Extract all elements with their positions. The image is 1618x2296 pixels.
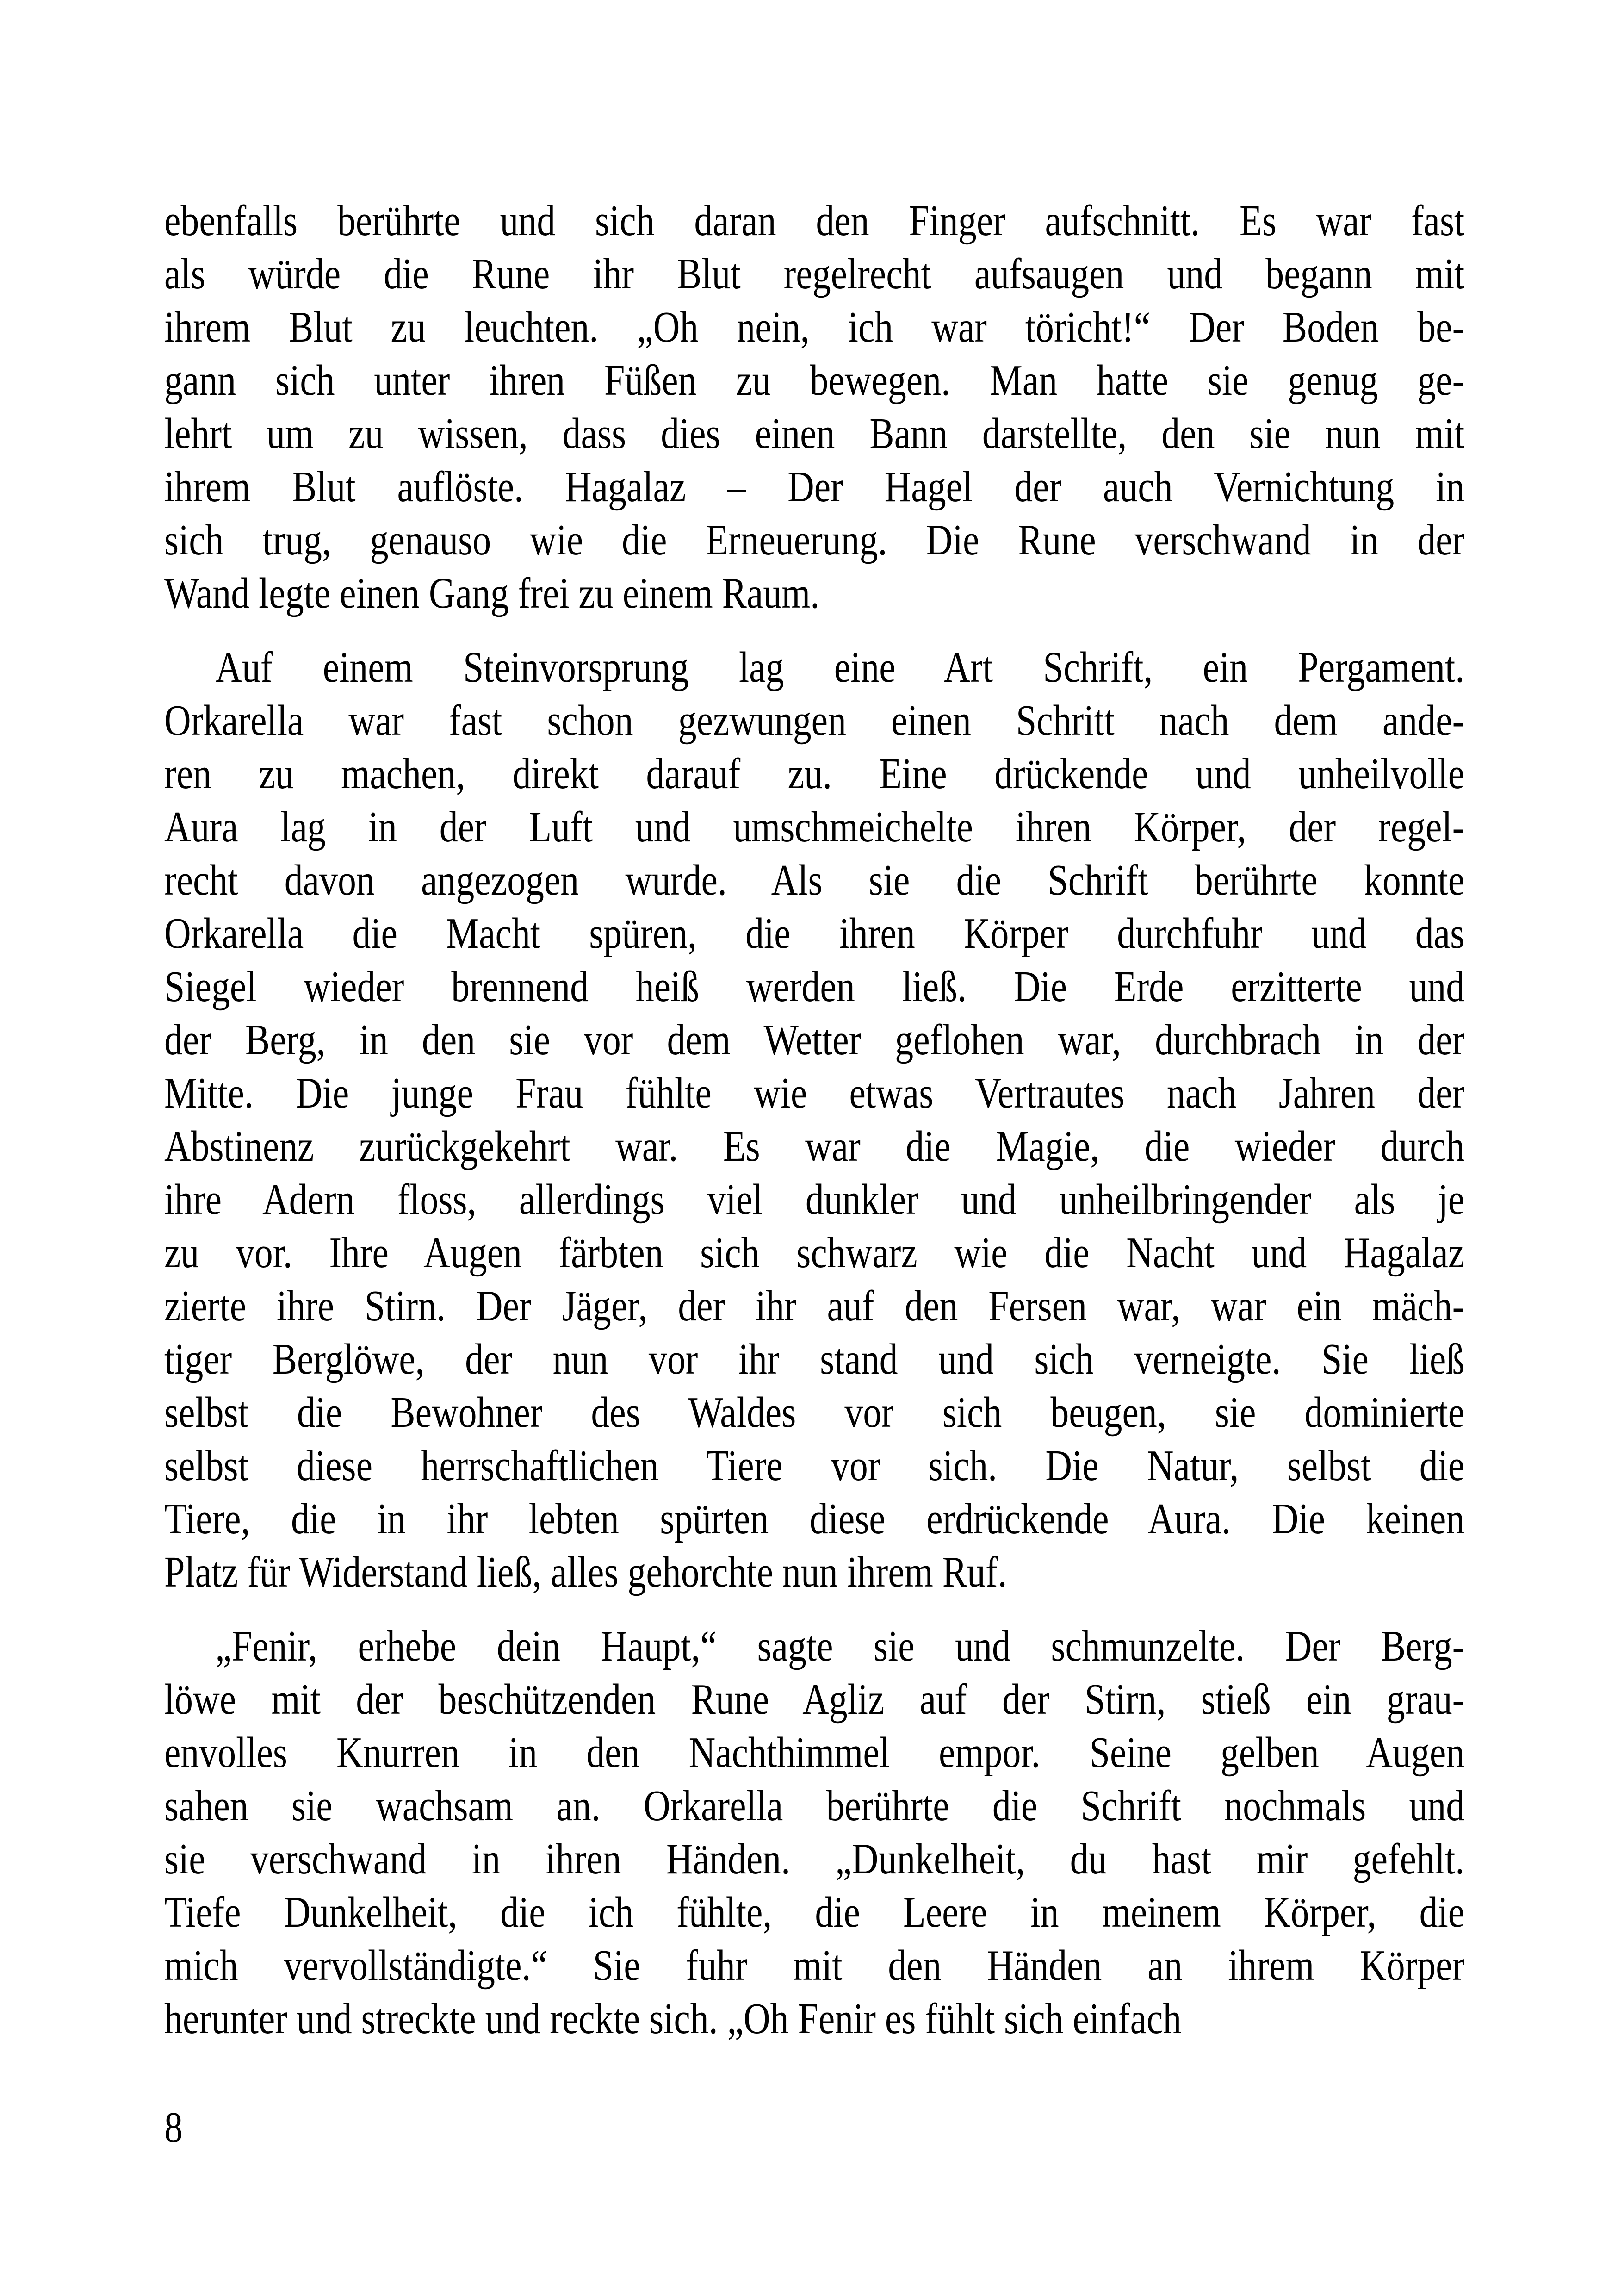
paragraph xyxy=(164,1620,1464,2046)
text-line: Aura lag in der Luft und umschmeichelte ihren Körper, der regel- xyxy=(164,803,1465,851)
text-line: recht davon angezogen wurde. Als sie die Schrift berührte konnte xyxy=(164,856,1465,904)
text-line: zierte ihre Stirn. Der Jäger, der ihr auf den Fersen war, war ein mäch- xyxy=(164,1282,1465,1330)
text-line: „Fenir, erhebe dein Haupt,“ sagte sie und schmunzelte. Der Berg- xyxy=(215,1622,1465,1670)
text-line: lehrt um zu wissen, dass dies einen Bann darstellte, den sie nun mit xyxy=(164,410,1465,458)
text-line: ebenfalls berührte und sich daran den Finger aufschnitt. Es war fast xyxy=(164,197,1465,245)
text-line: Siegel wieder brennend heiß werden ließ. Die Erde erzitterte und xyxy=(164,963,1465,1011)
text-line: herunter und streckte und reckte sich. „Oh Fenir es fühlt sich einfach xyxy=(164,1995,1182,2043)
text-line: selbst diese herrschaftlichen Tiere vor sich. Die Natur, selbst die xyxy=(164,1442,1465,1490)
text-line: ihrem Blut auflöste. Hagalaz – Der Hagel der auch Vernichtung in xyxy=(164,463,1465,511)
text-line: Wand legte einen Gang frei zu einem Raum. xyxy=(164,569,820,617)
page-number: 8 xyxy=(164,2103,183,2152)
text-line: mich vervollständigte.“ Sie fuhr mit den Händen an ihrem Körper xyxy=(164,1941,1465,1990)
text-line: Platz für Widerstand ließ, alles gehorchte nun ihrem Ruf. xyxy=(164,1548,1007,1596)
text-line: selbst die Bewohner des Waldes vor sich beugen, sie dominierte xyxy=(164,1388,1465,1437)
text-line: Tiefe Dunkelheit, die ich fühlte, die Leere in meinem Körper, die xyxy=(164,1888,1465,1936)
paragraph xyxy=(164,641,1464,1599)
text-line: Auf einem Steinvorsprung lag eine Art Schrift, ein Pergament. xyxy=(215,643,1465,691)
text-line: Tiere, die in ihr lebten spürten diese erdrückende Aura. Die keinen xyxy=(164,1495,1465,1543)
text-line: Mitte. Die junge Frau fühlte wie etwas Vertrautes nach Jahren der xyxy=(164,1069,1465,1117)
text-column xyxy=(164,194,1464,2154)
text-line: envolles Knurren in den Nachthimmel empor. Seine gelben Augen xyxy=(164,1729,1465,1777)
text-line: als würde die Rune ihr Blut regelrecht aufsaugen und begann mit xyxy=(164,250,1465,298)
text-line: Orkarella die Macht spüren, die ihren Körper durchfuhr und das xyxy=(164,909,1465,958)
text-line: Orkarella war fast schon gezwungen einen Schritt nach dem ande- xyxy=(164,697,1465,745)
page-text xyxy=(164,194,1464,2046)
text-line: ren zu machen, direkt darauf zu. Eine drückende und unheilvolle xyxy=(164,750,1465,798)
text-line: sich trug, genauso wie die Erneuerung. Die Rune verschwand in der xyxy=(164,516,1465,564)
text-line: ihrem Blut zu leuchten. „Oh nein, ich war töricht!“ Der Boden be- xyxy=(164,303,1465,351)
text-line: löwe mit der beschützenden Rune Agliz auf der Stirn, stieß ein grau- xyxy=(164,1675,1465,1724)
text-line: gann sich unter ihren Füßen zu bewegen. Man hatte sie genug ge- xyxy=(164,356,1465,404)
text-line: Abstinenz zurückgekehrt war. Es war die Magie, die wieder durch xyxy=(164,1122,1465,1170)
text-line: sahen sie wachsam an. Orkarella berührte die Schrift nochmals und xyxy=(164,1782,1465,1830)
text-line: sie verschwand in ihren Händen. „Dunkelheit, du hast mir gefehlt. xyxy=(164,1835,1465,1883)
text-line: der Berg, in den sie vor dem Wetter geflohen war, durchbrach in der xyxy=(164,1016,1465,1064)
paragraph xyxy=(164,194,1464,620)
text-line: ihre Adern floss, allerdings viel dunkler und unheilbringender als je xyxy=(164,1176,1465,1224)
text-line: tiger Berglöwe, der nun vor ihr stand und sich verneigte. Sie ließ xyxy=(164,1335,1465,1383)
text-line: zu vor. Ihre Augen färbten sich schwarz wie die Nacht und Hagalaz xyxy=(164,1229,1465,1277)
